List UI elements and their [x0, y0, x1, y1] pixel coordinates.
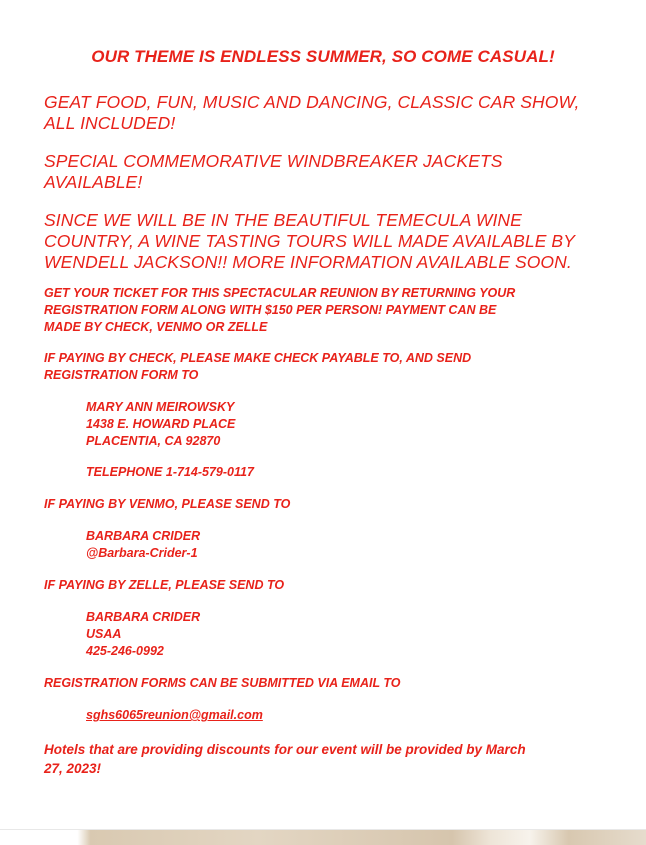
email-link[interactable]: sghs6065reunion@gmail.com [86, 708, 263, 722]
email-instructions: REGISTRATION FORMS CAN BE SUBMITTED VIA EMAIL TO [44, 676, 401, 690]
background-strip [0, 830, 646, 845]
windbreaker-paragraph: SPECIAL COMMEMORATIVE WINDBREAKER JACKETS AVAILABLE! [44, 151, 503, 192]
venmo-details: BARBARA CRIDER @Barbara-Crider-1 [86, 529, 201, 560]
zelle-details: BARBARA CRIDER USAA 425-246-0992 [86, 610, 201, 658]
wine-tasting-paragraph: SINCE WE WILL BE IN THE BEAUTIFUL TEMECULA WINE COUNTRY, A WINE TASTING TOURS WILL MADE AVAILABLE BY WENDELL JACKSON!! MORE INFORMATION AVAILABLE SOON. [44, 210, 575, 272]
ticket-paragraph: GET YOUR TICKET FOR THIS SPECTACULAR REUNION BY RETURNING YOUR REGISTRATION FORM ALONG WITH $150 PER PERSON! PAYMENT CAN BE MADE BY CHECK, VENMO OR ZELLE [44, 286, 516, 334]
check-instructions: IF PAYING BY CHECK, PLEASE MAKE CHECK PAYABLE TO, AND SEND REGISTRATION FORM TO [44, 351, 472, 382]
hotels-note: Hotels that are providing discounts for our event will be provided by March 27, 2023! [44, 742, 526, 776]
venmo-instructions: IF PAYING BY VENMO, PLEASE SEND TO [44, 497, 291, 511]
theme-heading: OUR THEME IS ENDLESS SUMMER, SO COME CASUAL! [91, 47, 555, 66]
check-telephone: TELEPHONE 1-714-579-0117 [86, 465, 254, 479]
check-address: MARY ANN MEIROWSKY 1438 E. HOWARD PLACE PLACENTIA, CA 92870 [86, 400, 236, 448]
zelle-instructions: IF PAYING BY ZELLE, PLEASE SEND TO [44, 578, 285, 592]
food-fun-paragraph: GEAT FOOD, FUN, MUSIC AND DANCING, CLASSIC CAR SHOW, ALL INCLUDED! [44, 92, 580, 133]
